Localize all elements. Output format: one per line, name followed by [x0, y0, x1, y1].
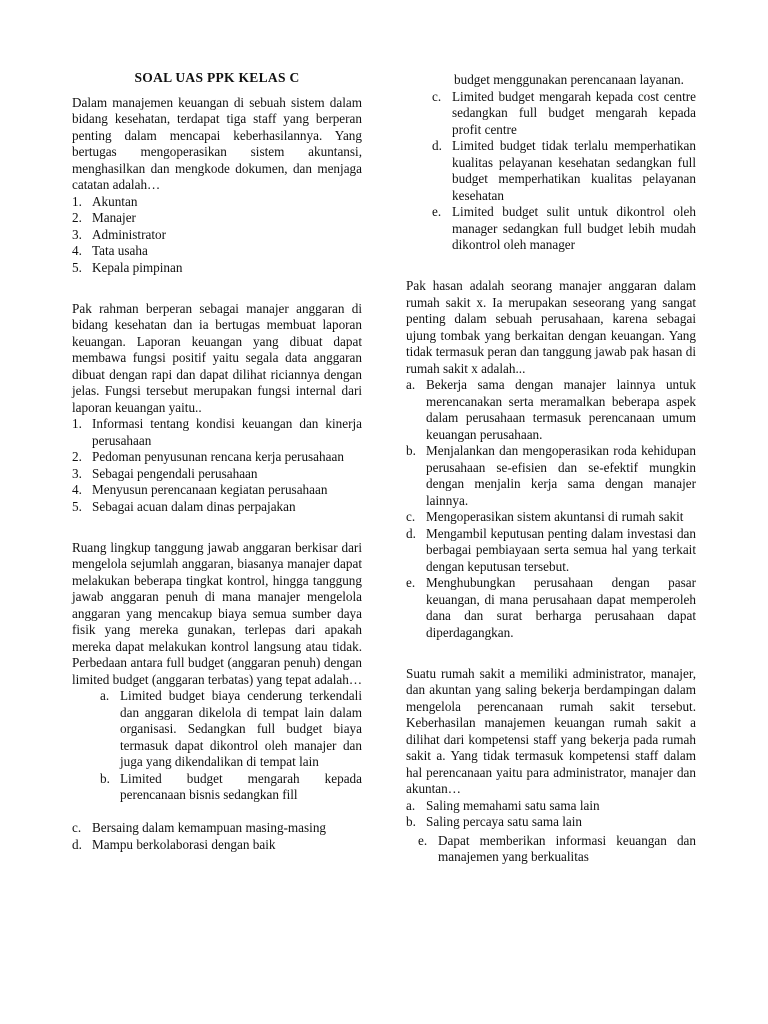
option: a. Limited budget biaya cenderung terkendali dan anggaran dikelola di tempat lain dalam organisasi. Sedangkan full budget biaya termasuk dapat dikontrol oleh manajer dan juga yang dikendalikan di tempat lain — [100, 688, 362, 769]
question-5-options-cd — [72, 820, 362, 853]
question-3-text: Ruang lingkup tanggung jawab anggaran berkisar dari mengelola sejumlah anggaran, biasanya manajer dapat melakukan beberapa tingkat kontrol, hingga tanggung jawab anggaran penuh di mana manajer mengelola anggaran yang mencakup biaya semua sumber daya fisik yang mereka gunakan, terlepas dari apakah mereka dapat melakukan kontrol langsung atau tidak. Perbedaan antara full budget (anggaran penuh) dengan limited budget (anggaran terbatas) yang tepat adalah… — [72, 539, 363, 687]
option: 1. Informasi tentang kondisi keuangan dan kinerja perusahaan — [72, 416, 362, 448]
option: 4. Tata usaha — [72, 243, 148, 258]
question-5-options-ab — [406, 798, 696, 831]
document-title: SOAL UAS PPK KELAS C — [134, 70, 300, 85]
option: e. Limited budget sulit untuk dikontrol oleh manager sedangkan full budget lebih mudah dikontrol oleh manager — [432, 204, 696, 252]
question-5-text: Suatu rumah sakit a memiliki administrator, manajer, dan akuntan yang saling bekerja berdampingan dalam mengelola perencanaan rumah sakit tersebut. Keberhasilan manajemen keuangan rumah sakit a dilihat dari kompetensi staff yang bekerja pada rumah sakit a. Yang tidak termasuk kompetensi staff dalam hal perencanaan yaitu para administrator, manajer dan akuntan… — [406, 665, 696, 796]
question-3-options-ab — [100, 688, 362, 804]
option: 1. Akuntan — [72, 193, 138, 209]
question-3-options-ce — [432, 89, 696, 254]
option: 2. Pedoman penyusunan rencana kerja perusahaan — [72, 449, 344, 464]
option: 5. Sebagai acuan dalam dinas perpajakan — [72, 498, 296, 514]
right-column — [406, 72, 696, 866]
option: d. Mampu berkolaborasi dengan baik — [72, 836, 276, 852]
question-5-option-e — [418, 833, 696, 866]
option: b. Saling percaya satu sama lain — [406, 814, 582, 829]
question-2-text: Pak rahman berperan sebagai manajer anggaran di bidang kesehatan dan ia bertugas membuat laporan keuangan. Laporan keuangan yang dibuat dapat membawa fungsi positif yaitu segala data anggaran dibuat dengan rapi dan dapat dilihat riciannya dengan jelas. Fungsi tersebut merupakan fungsi internal dari laporan keuangan yaitu.. — [72, 300, 362, 415]
option: d. Mengambil keputusan penting dalam investasi dan berbagai pembiayaan serta semua hal yang terkait dengan keputusan tersebut. — [406, 525, 696, 574]
option: b. Limited budget mengarah kepada perencanaan bisnis sedangkan fill — [100, 770, 362, 802]
option: c. Mengoperasikan sistem akuntansi di rumah sakit — [406, 509, 684, 524]
question-1-options — [72, 194, 362, 277]
option: e. Dapat memberikan informasi keuangan dan manajemen yang berkualitas — [418, 832, 696, 864]
option: 3. Sebagai pengendali perusahaan — [72, 465, 258, 481]
left-column — [72, 0, 362, 853]
option: 3. Administrator — [72, 226, 166, 242]
option: 2. Manajer — [72, 210, 136, 225]
question-4-options — [406, 377, 696, 641]
option: d. Limited budget tidak terlalu memperhatikan kualitas pelayanan kesehatan sedangkan full budget memperhatikan kualitas pelayanan kesehatan — [432, 138, 696, 203]
question-1-text: Dalam manajemen keuangan di sebuah sistem dalam bidang kesehatan, terdapat tiga staff yang berperan penting dalam mencapai keberhasilannya. Yang bertugas mengoperasikan sistem akuntansi, menghasilkan dan mengkode dokumen, dan menjaga catatan adalah… — [72, 94, 362, 192]
option: 5. Kepala pimpinan — [72, 259, 183, 275]
option: e. Menghubungkan perusahaan dengan pasar keuangan, di mana perusahaan dapat memperoleh dana dan surat berharga perusahaan dapat diperdagangkan. — [406, 575, 696, 640]
option: 4. Menyusun perencanaan kegiatan perusahaan — [72, 482, 328, 497]
option: c. Bersaing dalam kemampuan masing-masing — [72, 820, 327, 835]
option: c. Limited budget mengarah kepada cost centre sedangkan full budget mengarah kepada profit centre — [432, 88, 696, 137]
option: a. Bekerja sama dengan manajer lainnya untuk merencanakan serta meramalkan beberapa aspek dalam perusahaan termasuk perencanaan umum keuangan perusahaan. — [406, 377, 696, 442]
option: b. Menjalankan dan mengoperasikan roda kehidupan perusahaan se-efisien dan se-efektif mungkin dengan menjalin kerja sama dengan manajer lainnya. — [406, 443, 696, 508]
question-4-text: Pak hasan adalah seorang manajer anggaran dalam rumah sakit x. Ia merupakan seseorang yang sangat penting dalam sebuah perusahaan, karena sebagai ujung tombak yang berkaitan dengan keuangan. Yang tidak termasuk peran dan tanggung jawab pak hasan di rumah sakit x adalah... — [406, 278, 696, 376]
question-3-continuation: budget menggunakan perencanaan layanan. — [454, 72, 684, 87]
option: a. Saling memahami satu sama lain — [406, 797, 600, 813]
question-2-options — [72, 416, 362, 515]
